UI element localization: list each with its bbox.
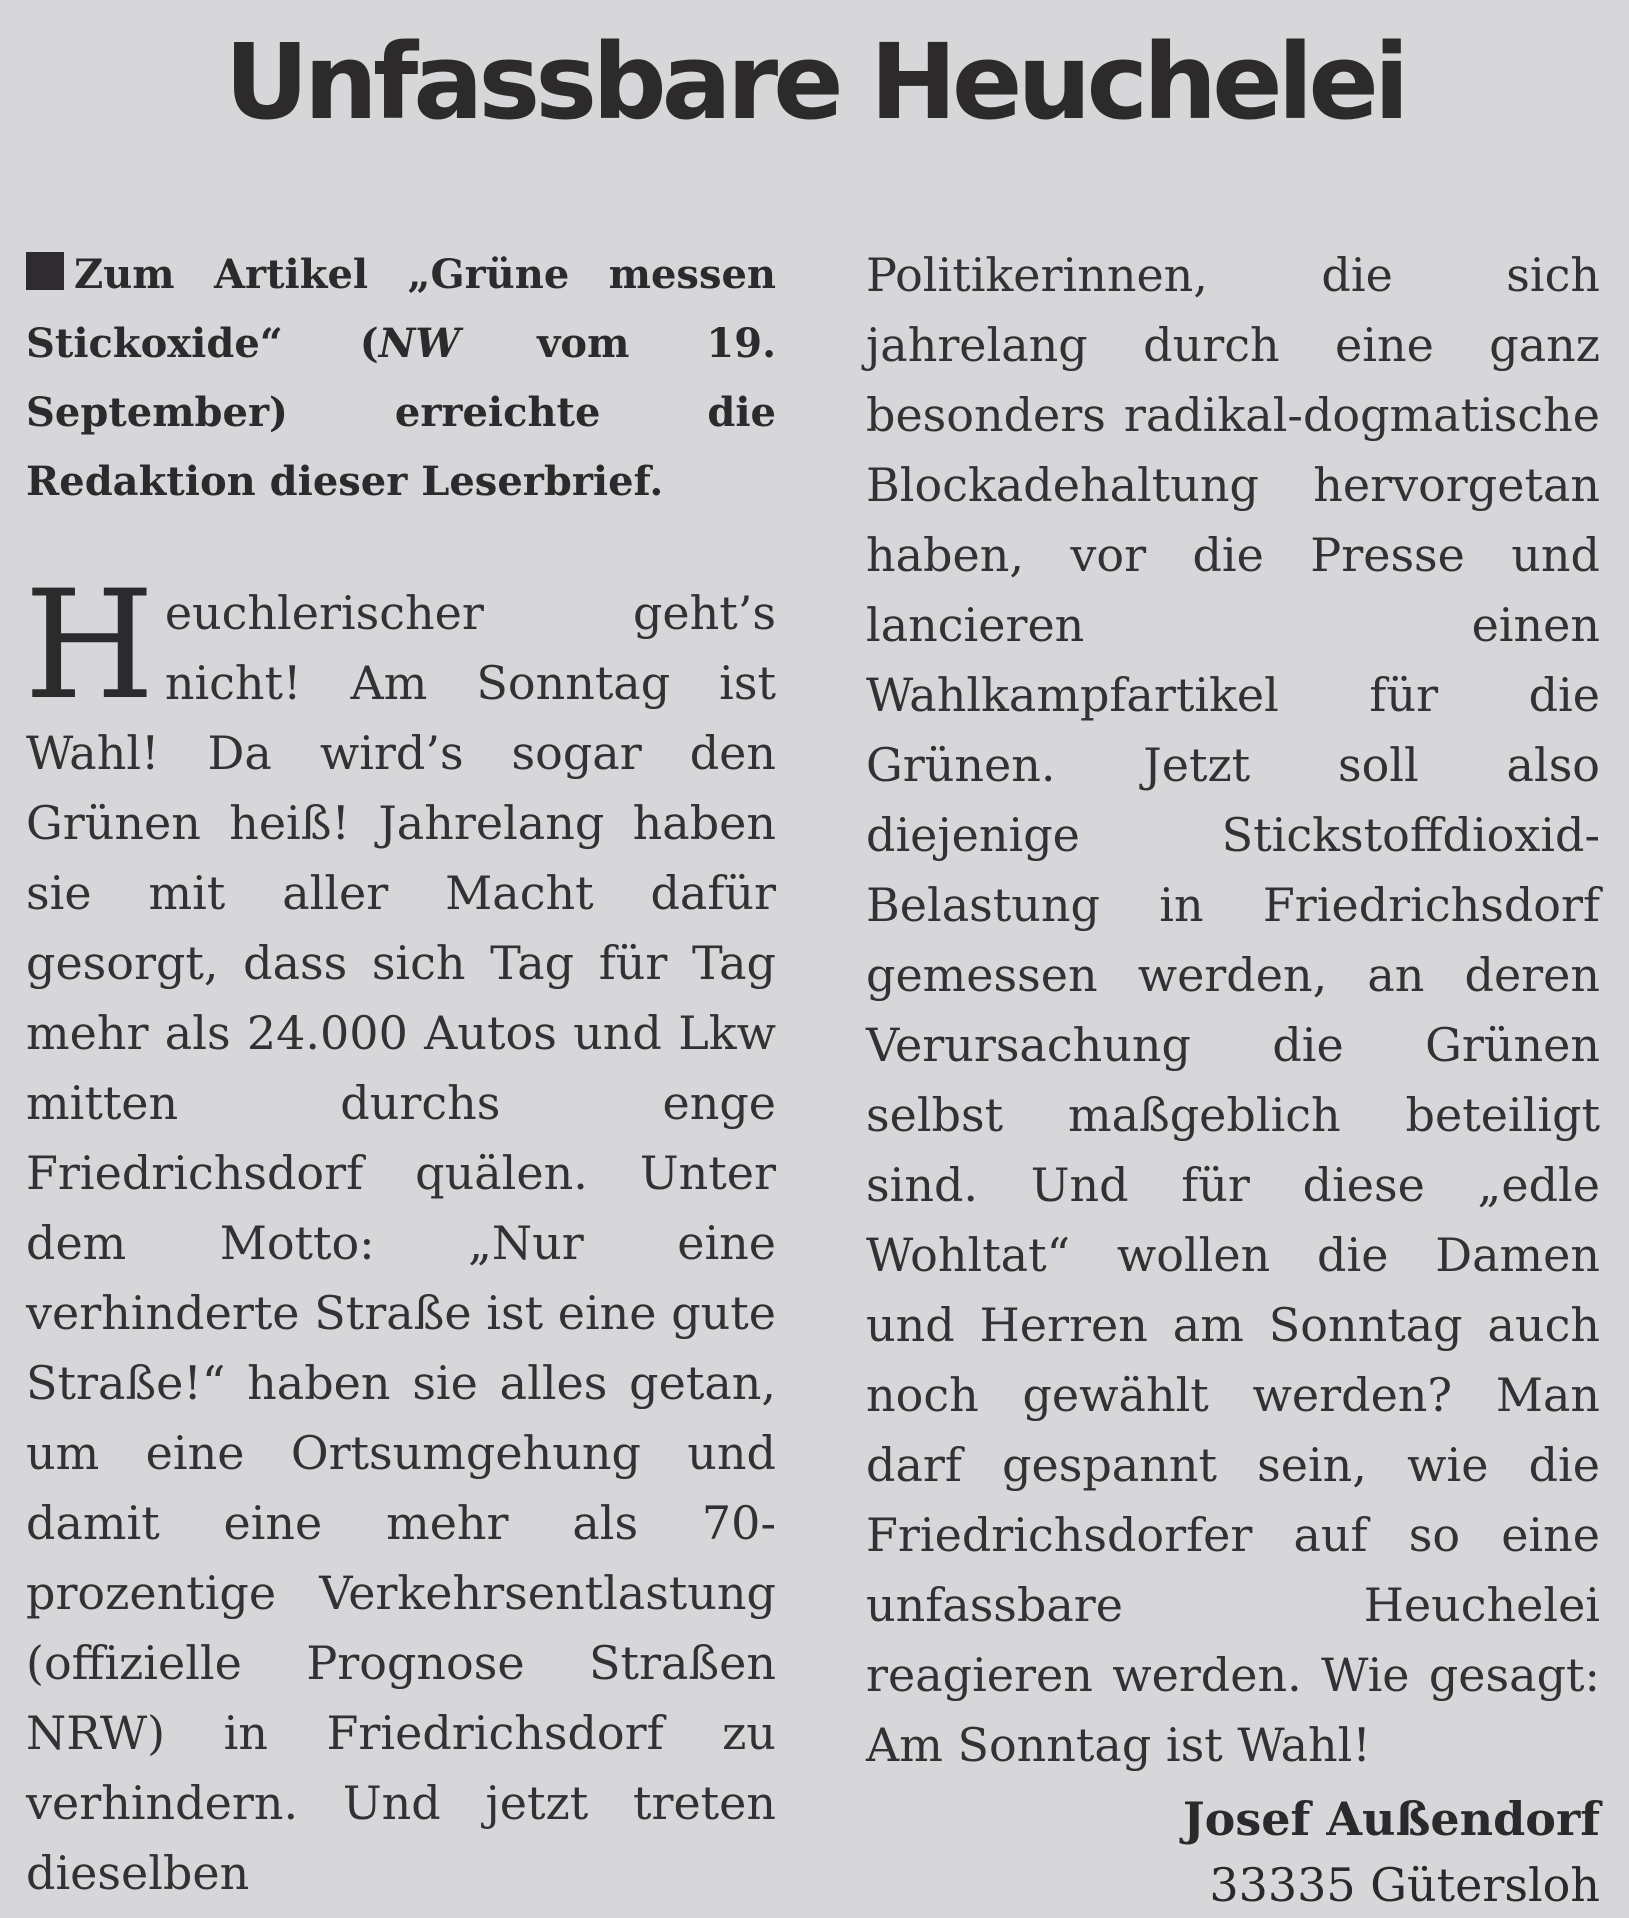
- column-left: [26, 240, 776, 1908]
- lead-text-part2: vom 19. September) erreichte die Redaktion dieser Leserbrief.: [26, 320, 776, 505]
- letter-body-col2: [866, 240, 1600, 1780]
- headline: Unfassbare Heuchelei: [224, 21, 1405, 143]
- drop-cap: H: [24, 559, 155, 733]
- lead-paragraph: [26, 240, 776, 516]
- bullet-square-icon: [26, 252, 64, 290]
- lead-text-part1: Zum Artikel „Grüne messen Stickoxide“ (: [26, 251, 776, 367]
- author-place: 33335 Gütersloh: [1209, 1858, 1600, 1912]
- column-right: [866, 240, 1600, 1918]
- lead-source: NW: [378, 320, 461, 367]
- letter-body-col1: [24, 559, 776, 1908]
- letter-text-col1: euchlerischer geht’s nicht! Am Sonntag ist Wahl! Da wird’s sogar den Grünen heiß! Jahrelang haben sie mit aller Macht dafür gesorgt, dass sich Tag für Tag mehr als 24.000 Autos und Lkw mitten durchs enge Friedrichsdorf quälen. Unter dem Motto: „Nur eine verhinderte Straße ist eine gute Straße!“ haben sie alles getan, um eine Ortsumgehung und damit eine mehr als 70-prozentige Verkehrsentlastung (offizielle Prognose Straßen NRW) in Friedrichsdorf zu verhindern. Und jetzt treten dieselben: [26, 586, 776, 1900]
- letter-text-col2: Politikerinnen, die sich jahrelang durch eine ganz besonders radikal-dogmatische Blockadehaltung hervorgetan haben, vor die Presse und lancieren einen Wahlkampfartikel für die Grünen. Jetzt soll also diejenige Stickstoffdioxid-Belastung in Friedrichsdorf gemessen werden, an deren Verursachung die Grünen selbst maßgeblich beteiligt sind. Und für diese „edle Wohltat“ wollen die Damen und Herren am Sonntag auch noch gewählt werden? Man darf gespannt sein, wie die Friedrichsdorfer auf so eine unfassbare Heuchelei reagieren werden. Wie gesagt: Am Sonntag ist Wahl!: [866, 248, 1600, 1772]
- signature: [866, 1786, 1600, 1918]
- author-name: Josef Außendorf: [1182, 1792, 1600, 1846]
